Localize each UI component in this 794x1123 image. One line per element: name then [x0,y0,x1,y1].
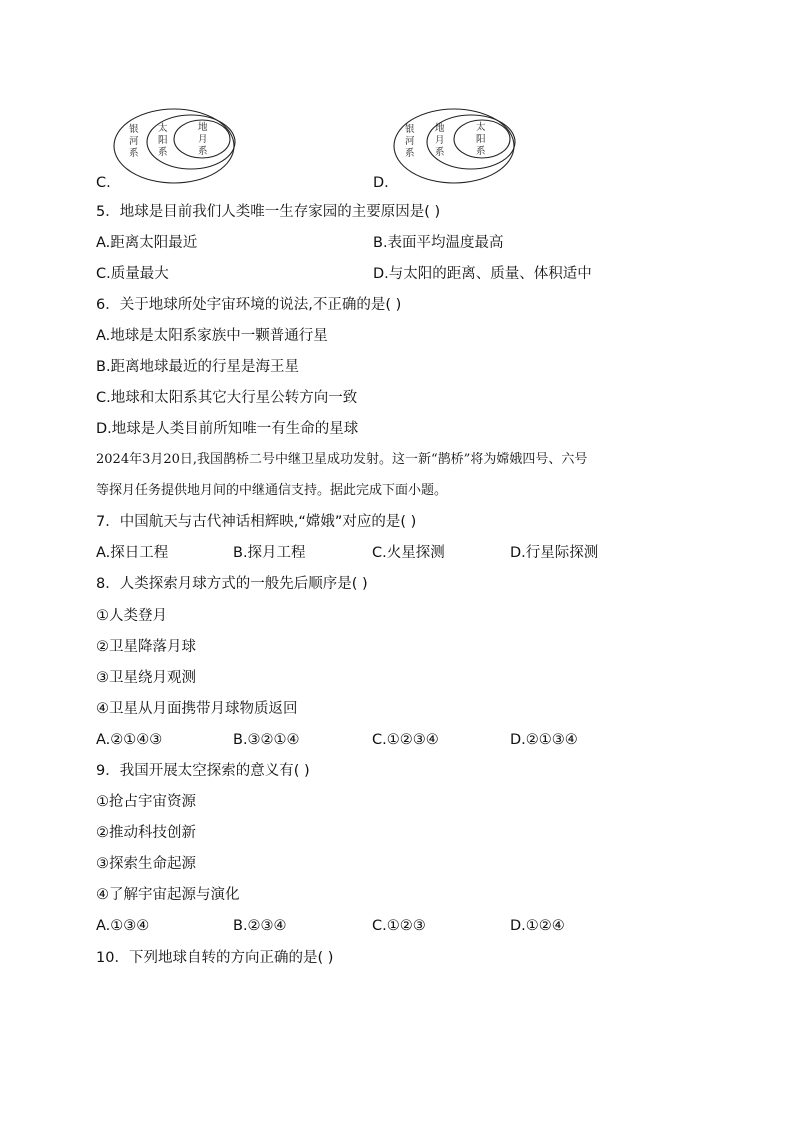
q9-item-1: ①抢占宇宙资源 [96,794,196,810]
q9-option-b: B.②③④ [233,918,287,934]
q8-item-1: ①人类登月 [96,608,167,624]
q6-option-c: C.地球和太阳系其它大行星公转方向一致 [96,390,358,406]
q8-option-b: B.③②①④ [233,732,300,748]
q8-item-2: ②卫星降落月球 [96,639,196,655]
question-9-stem: 9．我国开展太空探索的意义有( ) [96,763,310,779]
q9-option-a: A.①③④ [96,918,150,934]
question-8-stem: 8．人类探索月球方式的一般先后顺序是( ) [96,576,368,592]
inner-label-char: 月 [198,134,208,145]
outer-label-char: 银 [129,124,139,135]
middle-label-char: 地 [435,123,445,134]
question-5-stem: 5．地球是目前我们人类唯一生存家园的主要原因是( ) [96,204,441,220]
middle-label-char: 月 [435,135,445,146]
q6-option-d: D.地球是人类目前所知唯一有生命的星球 [96,421,359,437]
q5-option-d: D.与太阳的距离、质量、体积适中 [373,266,592,282]
inner-label-char: 系 [198,146,208,157]
middle-label-char: 系 [435,147,445,158]
outer-label-char: 系 [129,148,139,159]
middle-label-char: 系 [158,147,168,158]
inner-label-char: 太 [476,122,486,133]
outer-label-char: 河 [405,136,415,147]
middle-label-char: 太 [158,123,168,134]
inner-label-char: 系 [476,146,486,157]
passage-line-1: 2024年3月20日,我国鹊桥二号中继卫星成功发射。这一新“鹊桥”将为嫦娥四号、六号 [96,452,588,467]
q9-item-4: ④了解宇宙起源与演化 [96,887,240,903]
question-6-stem: 6．关于地球所处宇宙环境的说法,不正确的是( ) [96,297,402,313]
nested-ellipses-c [112,108,242,188]
q7-option-b: B.探月工程 [233,545,306,561]
inner-label-char: 阳 [476,134,486,145]
question-10-stem: 10．下列地球自转的方向正确的是( ) [96,950,334,966]
nested-ellipses-d [392,108,522,188]
q8-option-c: C.①②③④ [372,732,439,748]
middle-label-char: 阳 [158,135,168,146]
q8-item-3: ③卫星绕月观测 [96,670,196,686]
q8-item-4: ④卫星从月面携带月球物质返回 [96,701,298,717]
q7-option-a: A.探日工程 [96,545,169,561]
nested-systems-diagram-c [112,108,242,188]
q8-option-d: D.②①③④ [510,732,578,748]
q9-item-2: ②推动科技创新 [96,825,196,841]
q5-option-b: B.表面平均温度最高 [373,235,504,251]
passage-line-2: 等探月任务提供地月间的中继通信支持。据此完成下面小题。 [96,483,448,498]
q5-option-c: C.质量最大 [96,266,169,282]
option-letter-d: D. [373,175,389,191]
option-letter-c: C. [96,175,111,191]
outer-label-char: 河 [129,136,139,147]
outer-label-char: 银 [405,124,415,135]
q9-option-d: D.①②④ [510,918,565,934]
q6-option-a: A.地球是太阳系家族中一颗普通行星 [96,328,328,344]
q7-option-d: D.行星际探测 [510,545,599,561]
question-7-stem: 7．中国航天与古代神话相辉映,“嫦娥”对应的是( ) [96,514,417,530]
inner-label-char: 地 [198,122,208,133]
outer-label-char: 系 [405,148,415,159]
q5-option-a: A.距离太阳最近 [96,235,198,251]
q8-option-a: A.②①④③ [96,732,163,748]
q9-item-3: ③探索生命起源 [96,856,196,872]
q7-option-c: C.火星探测 [372,545,445,561]
q6-option-b: B.距离地球最近的行星是海王星 [96,359,300,375]
q9-option-c: C.①②③ [372,918,426,934]
nested-systems-diagram-d [392,108,522,188]
